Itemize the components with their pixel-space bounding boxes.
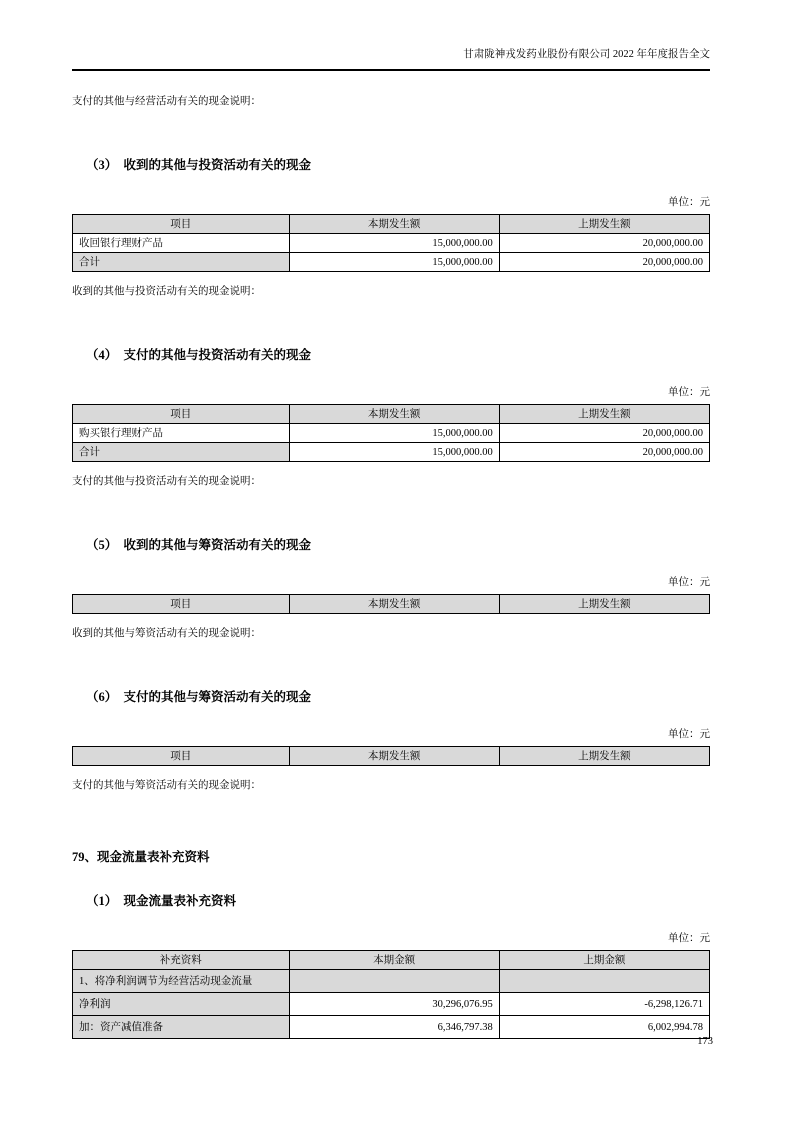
table-row (73, 424, 710, 443)
table-header-row (73, 405, 710, 424)
table-row-group-heading (73, 970, 710, 993)
section-79-1-title: （1） 现金流量表补充资料 (86, 894, 237, 908)
col-header-prior: 上期发生额 (499, 595, 709, 614)
group-row-label: 1、将净利润调节为经营活动现金流量 (73, 970, 290, 993)
unit-label-s6: 单位：元 (668, 729, 710, 740)
unit-label-s3: 单位：元 (668, 197, 710, 208)
col-header-current-amount: 本期金额 (289, 951, 499, 970)
page-number: 173 (697, 1036, 713, 1047)
table-paid-other-financing (72, 746, 710, 766)
total-current-value: 15,000,000.00 (289, 253, 499, 272)
table-paid-other-investing (72, 404, 710, 462)
section-3-title: （3） 收到的其他与投资活动有关的现金 (86, 158, 312, 172)
col-header-current: 本期发生额 (289, 747, 499, 766)
note-paid-other-investing: 支付的其他与投资活动有关的现金说明： (72, 476, 261, 487)
col-header-current: 本期发生额 (289, 215, 499, 234)
table-header-row (73, 595, 710, 614)
table-row (73, 234, 710, 253)
note-paid-other-financing: 支付的其他与筹资活动有关的现金说明： (72, 780, 261, 791)
unit-label-s5: 单位：元 (668, 577, 710, 588)
col-header-item: 项目 (73, 747, 290, 766)
note-received-other-financing: 收到的其他与筹资活动有关的现金说明： (72, 628, 261, 639)
report-title: 甘肃陇神戎发药业股份有限公司 2022 年年度报告全文 (463, 49, 710, 60)
table-header-row (73, 951, 710, 970)
col-header-current: 本期发生额 (289, 595, 499, 614)
unit-label-s79: 单位：元 (668, 933, 710, 944)
total-prior-value: 20,000,000.00 (499, 443, 709, 462)
table-received-other-financing (72, 594, 710, 614)
table-row-net-profit (73, 993, 710, 1016)
row-prior-value: 20,000,000.00 (499, 424, 709, 443)
note-operating-cash-paid: 支付的其他与经营活动有关的现金说明： (72, 96, 261, 107)
row-label: 加：资产减值准备 (73, 1016, 290, 1039)
table-row-asset-impairment (73, 1016, 710, 1039)
col-header-prior: 上期发生额 (499, 215, 709, 234)
row-current-value: 6,346,797.38 (289, 1016, 499, 1039)
group-prior-value (499, 970, 709, 993)
row-prior-value: 6,002,994.78 (499, 1016, 709, 1039)
row-prior-value: -6,298,126.71 (499, 993, 709, 1016)
col-header-item: 项目 (73, 595, 290, 614)
row-label: 收回银行理财产品 (73, 234, 290, 253)
document-header (72, 48, 710, 71)
section-5-title: （5） 收到的其他与筹资活动有关的现金 (86, 538, 312, 552)
table-received-other-investing (72, 214, 710, 272)
table-cash-flow-supplementary (72, 950, 710, 1039)
col-header-item: 项目 (73, 215, 290, 234)
col-header-prior: 上期发生额 (499, 747, 709, 766)
table-header-row (73, 215, 710, 234)
section-4-title: （4） 支付的其他与投资活动有关的现金 (86, 348, 312, 362)
row-label: 购买银行理财产品 (73, 424, 290, 443)
total-row-label: 合计 (73, 253, 290, 272)
table-row-total (73, 443, 710, 462)
row-label: 净利润 (73, 993, 290, 1016)
row-prior-value: 20,000,000.00 (499, 234, 709, 253)
col-header-current: 本期发生额 (289, 405, 499, 424)
row-current-value: 15,000,000.00 (289, 234, 499, 253)
section-6-title: （6） 支付的其他与筹资活动有关的现金 (86, 690, 312, 704)
total-current-value: 15,000,000.00 (289, 443, 499, 462)
row-current-value: 30,296,076.95 (289, 993, 499, 1016)
total-row-label: 合计 (73, 443, 290, 462)
total-prior-value: 20,000,000.00 (499, 253, 709, 272)
col-header-supplementary: 补充资料 (73, 951, 290, 970)
col-header-item: 项目 (73, 405, 290, 424)
col-header-prior: 上期发生额 (499, 405, 709, 424)
table-header-row (73, 747, 710, 766)
section-79-title: 79、现金流量表补充资料 (72, 850, 210, 864)
col-header-prior-amount: 上期金额 (499, 951, 709, 970)
row-current-value: 15,000,000.00 (289, 424, 499, 443)
table-row-total (73, 253, 710, 272)
unit-label-s4: 单位：元 (668, 387, 710, 398)
group-current-value (289, 970, 499, 993)
note-received-other-investing: 收到的其他与投资活动有关的现金说明： (72, 286, 261, 297)
